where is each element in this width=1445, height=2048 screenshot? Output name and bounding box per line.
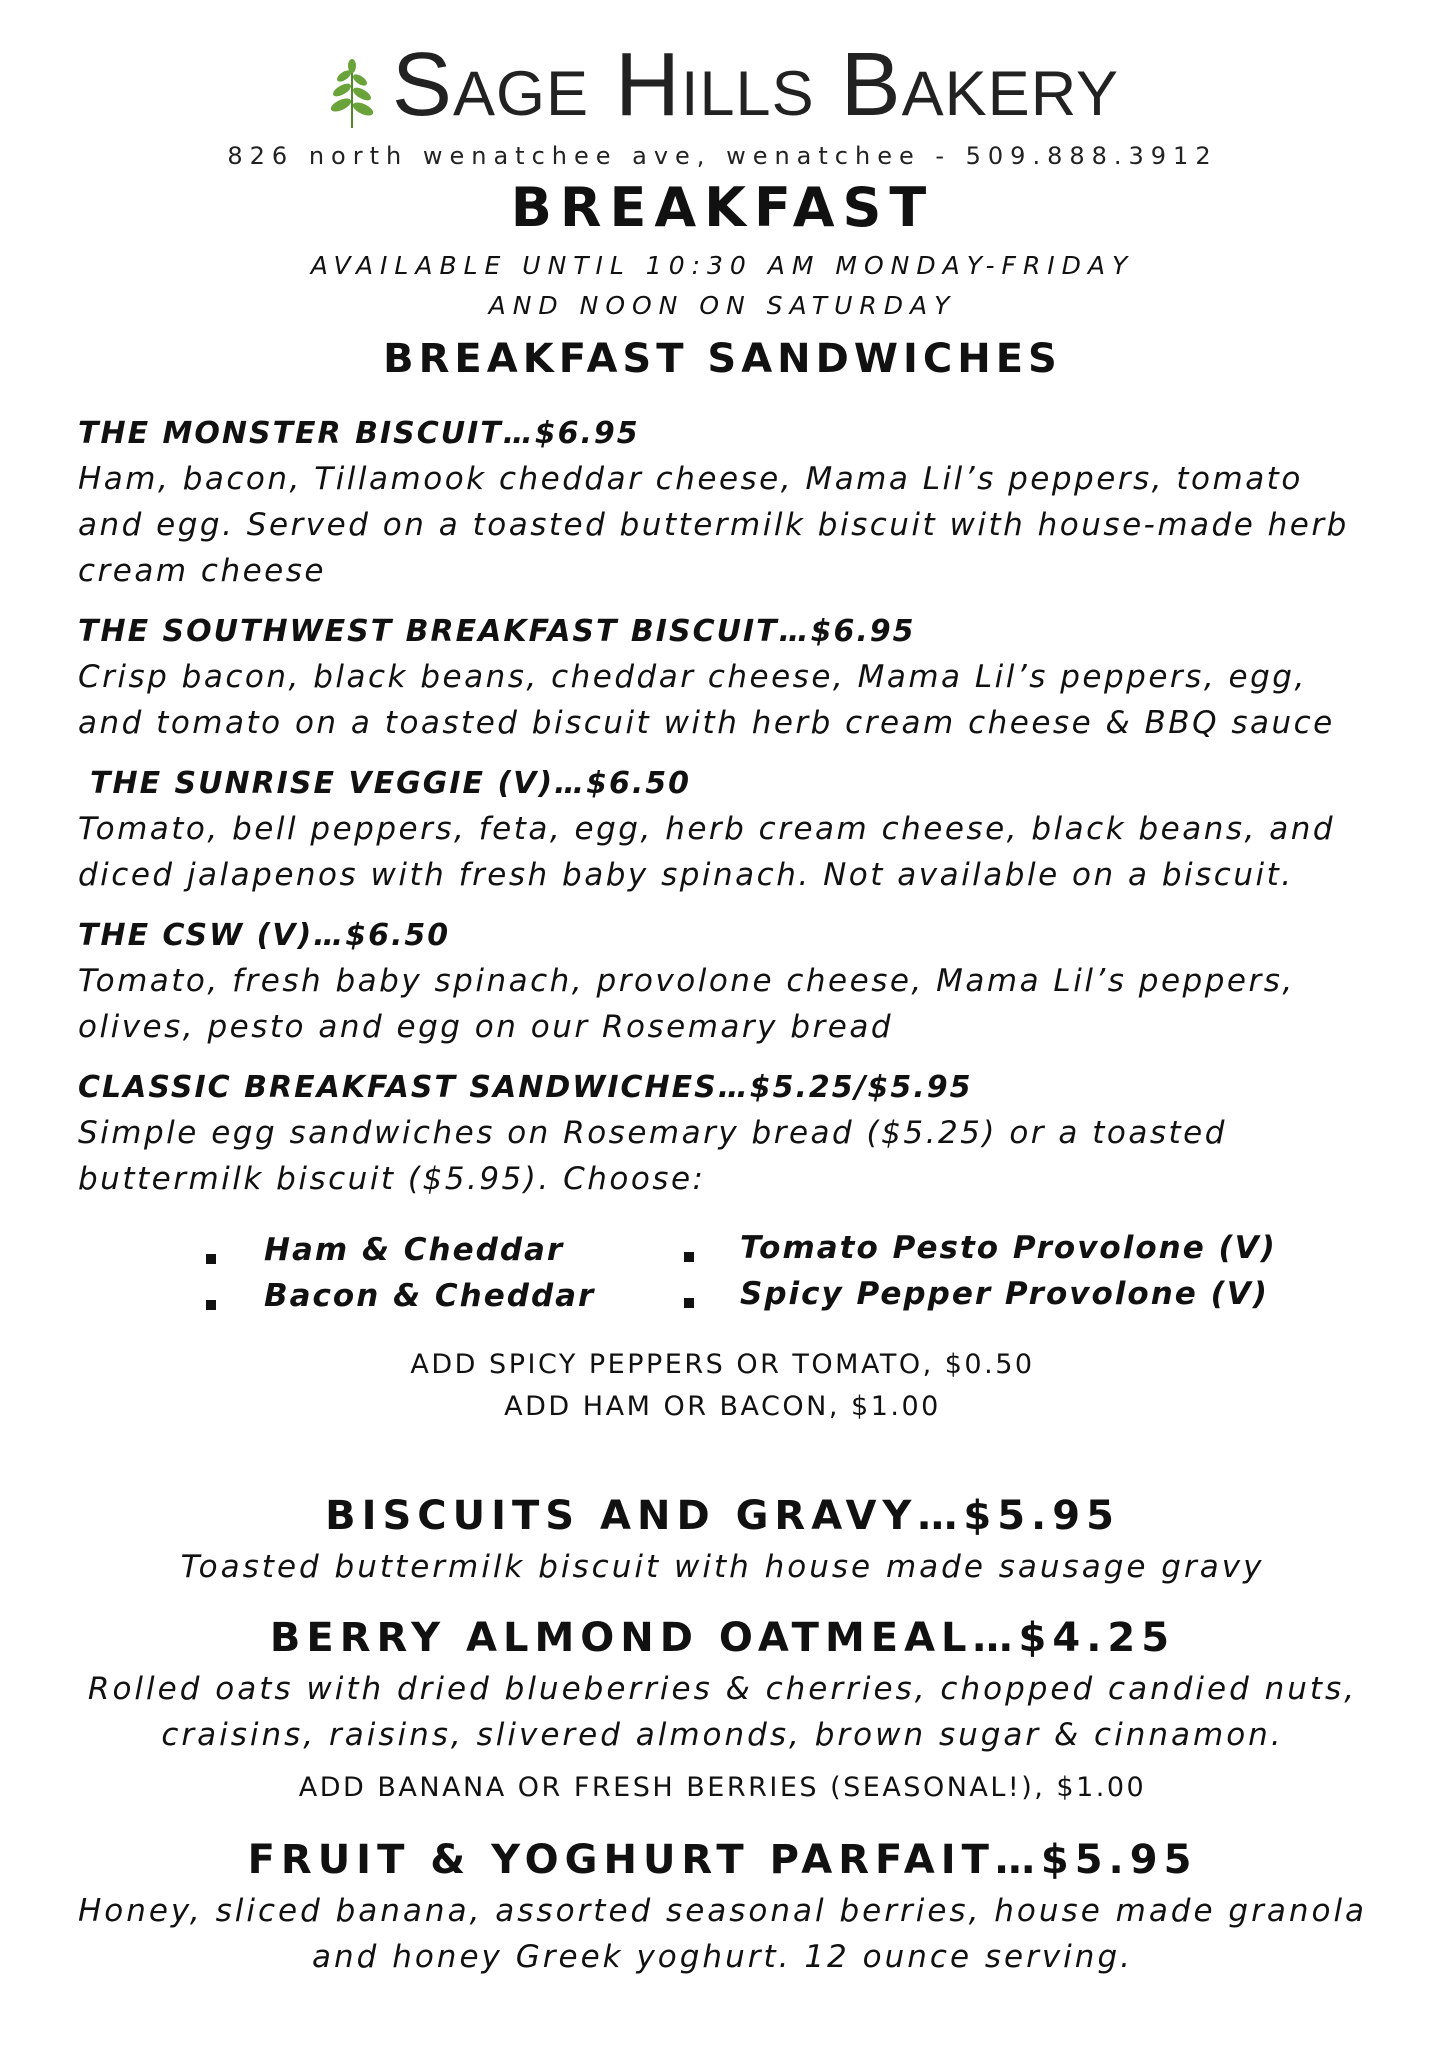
item-desc-line: Rolled oats with dried blueberries & cherries, chopped candied nuts, [87, 1671, 1358, 1707]
item-name: BERRY ALMOND OATMEAL…$4.25 [269, 1615, 1176, 1661]
addon-line: ADD HAM OR BACON, $1.00 [504, 1391, 941, 1422]
biscuits-gravy [40, 1488, 1405, 1590]
availability-line: AVAILABLE UNTIL 10:30 AM MONDAY-FRIDAY [310, 251, 1135, 280]
bullet-icon [206, 1300, 216, 1310]
choice-item: Spicy Pepper Provolone (V) [740, 1276, 1269, 1312]
oatmeal-addon: ADD BANANA OR FRESH BERRIES (SEASONAL!), $1.00 [298, 1772, 1147, 1803]
address: 826 north wenatchee ave, wenatchee - 509.888.3912 [227, 142, 1218, 170]
choice-item: Ham & Cheddar [264, 1232, 565, 1268]
item-desc-line: Honey, sliced banana, assorted seasonal berries, house made granola [77, 1893, 1368, 1929]
item-name: THE SUNRISE VEGGIE (V)…$6.50 [90, 766, 691, 801]
item-name: THE CSW (V)…$6.50 [78, 918, 451, 953]
section-title: BREAKFAST SANDWICHES [383, 336, 1062, 382]
item-desc-line: and tomato on a toasted biscuit with herb cream cheese & BBQ sauce [78, 705, 1335, 741]
item-name: FRUIT & YOGHURT PARFAIT…$5.95 [247, 1837, 1198, 1883]
availability [0, 246, 1445, 326]
availability-line: AND NOON ON SATURDAY [488, 291, 957, 320]
item-desc-line: buttermilk biscuit ($5.95). Choose: [78, 1161, 706, 1197]
item-desc-line: Ham, bacon, Tillamook cheddar cheese, Mama Lil’s peppers, tomato [78, 461, 1303, 497]
berry-oatmeal [40, 1610, 1405, 1758]
item-desc-line: Toasted buttermilk biscuit with house made sausage gravy [180, 1549, 1265, 1585]
item-desc-line: olives, pesto and egg on our Rosemary bread [78, 1009, 894, 1045]
sandwich-addons [0, 1344, 1445, 1428]
bullet-icon [684, 1298, 694, 1308]
item-desc-line: Simple egg sandwiches on Rosemary bread ($5.25) or a toasted [78, 1115, 1227, 1151]
choice-item: Tomato Pesto Provolone (V) [740, 1230, 1277, 1266]
page-title: BREAKFAST [510, 176, 935, 239]
bullet-icon [206, 1254, 216, 1264]
item-desc-line: Crisp bacon, black beans, cheddar cheese, Mama Lil’s peppers, egg, [78, 659, 1307, 695]
item-desc-line: cream cheese [78, 553, 326, 589]
choice-item: Bacon & Cheddar [264, 1278, 596, 1314]
item-name: THE SOUTHWEST BREAKFAST BISCUIT…$6.95 [78, 614, 916, 649]
item-name: BISCUITS AND GRAVY…$5.95 [325, 1493, 1120, 1539]
brand-name: Sage Hills Bakery [391, 35, 1120, 135]
sandwich-list [78, 412, 1405, 1218]
item-desc-line: Tomato, bell peppers, feta, egg, herb cream cheese, black beans, and [78, 811, 1336, 847]
menu-item [78, 914, 1405, 1050]
header [0, 35, 1445, 170]
menu-item [78, 1066, 1405, 1202]
item-desc-line: Tomato, fresh baby spinach, provolone cheese, Mama Lil’s peppers, [78, 963, 1295, 999]
item-name: THE MONSTER BISCUIT…$6.95 [78, 416, 640, 451]
bullet-icon [684, 1252, 694, 1262]
item-desc-line: diced jalapenos with fresh baby spinach. Not available on a biscuit. [78, 857, 1294, 893]
fruit-parfait [40, 1832, 1405, 1980]
item-desc-line: and honey Greek yoghurt. 12 ounce serving. [312, 1939, 1133, 1975]
brand-logo [326, 35, 1120, 135]
item-name: CLASSIC BREAKFAST SANDWICHES…$5.25/$5.95 [78, 1070, 973, 1105]
item-desc-line: craisins, raisins, slivered almonds, brown sugar & cinnamon. [161, 1717, 1284, 1753]
menu-item [78, 610, 1405, 746]
item-desc-line: and egg. Served on a toasted buttermilk biscuit with house-made herb [78, 507, 1349, 543]
addon-line: ADD SPICY PEPPERS OR TOMATO, $0.50 [410, 1349, 1035, 1380]
sage-leaf-icon [326, 58, 378, 130]
menu-item [78, 412, 1405, 594]
menu-item [78, 762, 1405, 898]
